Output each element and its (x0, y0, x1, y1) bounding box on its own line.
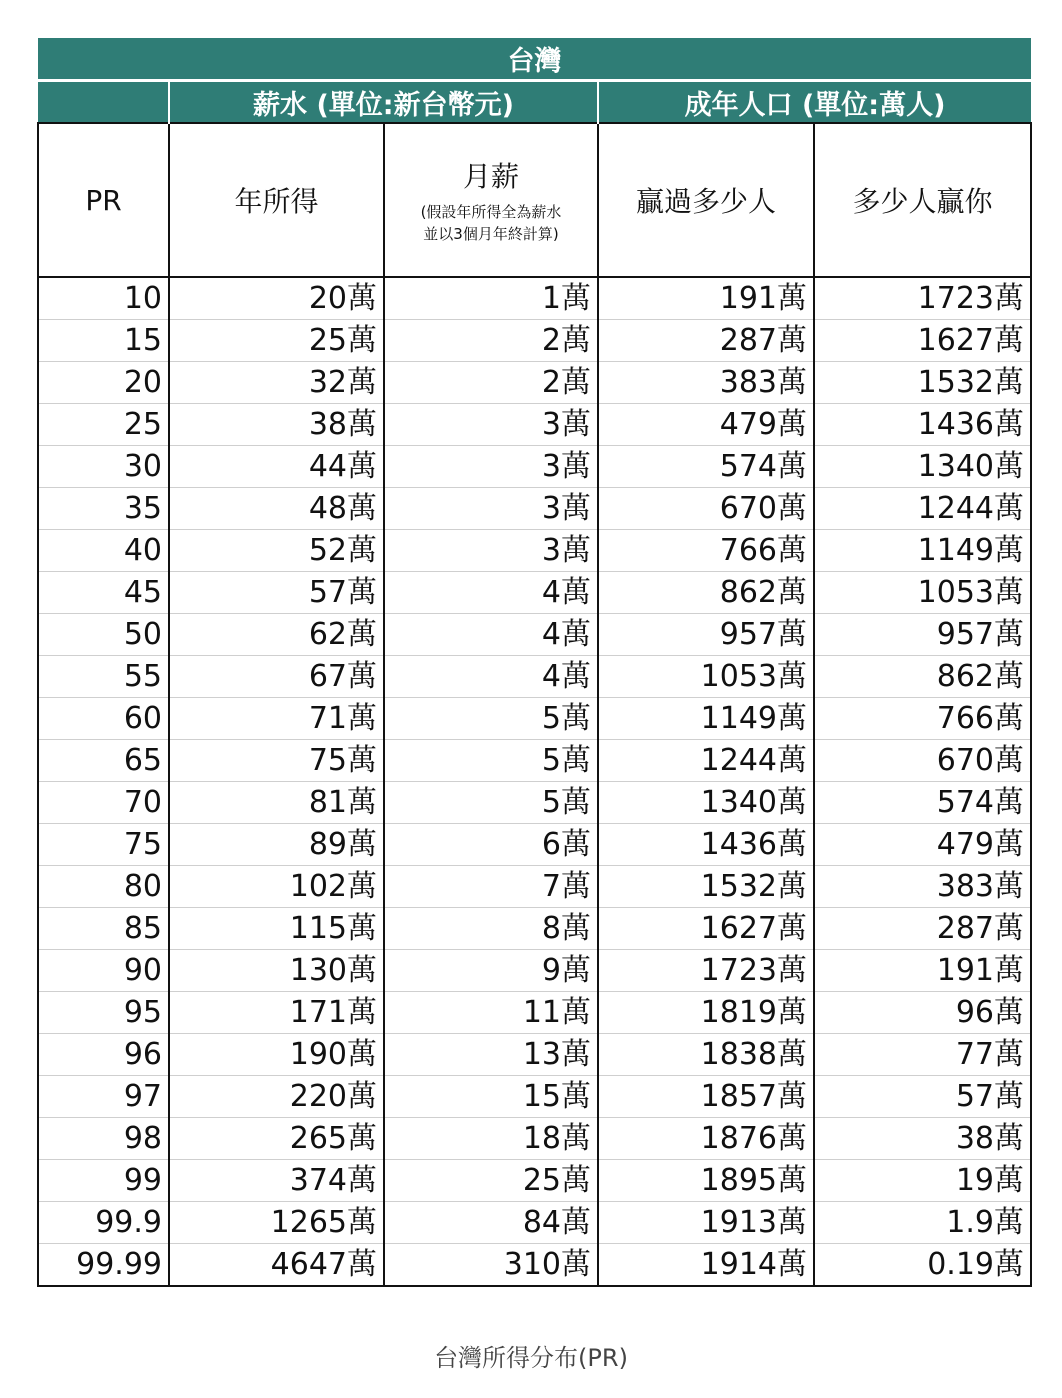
cell-beaten-by: 574萬 (814, 782, 1031, 824)
cell-monthly-salary: 310萬 (384, 1244, 598, 1287)
cell-monthly-salary: 3萬 (384, 446, 598, 488)
cell-annual-income: 38萬 (169, 404, 384, 446)
cell-monthly-salary: 3萬 (384, 488, 598, 530)
cell-beat-count: 1838萬 (598, 1034, 814, 1076)
cell-annual-income: 4647萬 (169, 1244, 384, 1287)
cell-monthly-salary: 3萬 (384, 404, 598, 446)
income-distribution-table (37, 38, 1032, 1287)
cell-beat-count: 479萬 (598, 404, 814, 446)
cell-monthly-salary: 84萬 (384, 1202, 598, 1244)
cell-annual-income: 48萬 (169, 488, 384, 530)
cell-beaten-by: 191萬 (814, 950, 1031, 992)
group-header-empty (38, 81, 169, 124)
cell-beat-count: 1819萬 (598, 992, 814, 1034)
cell-beat-count: 1532萬 (598, 866, 814, 908)
figure-caption: 台灣所得分布(PR) (434, 1344, 628, 1372)
cell-beaten-by: 77萬 (814, 1034, 1031, 1076)
table-body (38, 277, 1031, 1286)
cell-annual-income: 130萬 (169, 950, 384, 992)
cell-monthly-salary: 5萬 (384, 698, 598, 740)
table-row (38, 446, 1031, 488)
cell-annual-income: 1265萬 (169, 1202, 384, 1244)
cell-beaten-by: 96萬 (814, 992, 1031, 1034)
cell-beat-count: 1895萬 (598, 1160, 814, 1202)
column-header-beaten-by: 多少人贏你 (814, 123, 1031, 277)
cell-pr: 40 (38, 530, 169, 572)
cell-beaten-by: 957萬 (814, 614, 1031, 656)
cell-annual-income: 102萬 (169, 866, 384, 908)
cell-pr: 25 (38, 404, 169, 446)
cell-monthly-salary: 18萬 (384, 1118, 598, 1160)
title-row (38, 38, 1031, 81)
cell-beaten-by: 0.19萬 (814, 1244, 1031, 1287)
cell-beaten-by: 862萬 (814, 656, 1031, 698)
cell-annual-income: 71萬 (169, 698, 384, 740)
cell-beaten-by: 1244萬 (814, 488, 1031, 530)
column-header-beat-count: 贏過多少人 (598, 123, 814, 277)
cell-beat-count: 1876萬 (598, 1118, 814, 1160)
cell-monthly-salary: 6萬 (384, 824, 598, 866)
cell-monthly-salary: 11萬 (384, 992, 598, 1034)
table-row (38, 950, 1031, 992)
cell-beat-count: 1244萬 (598, 740, 814, 782)
table-row (38, 404, 1031, 446)
cell-annual-income: 62萬 (169, 614, 384, 656)
cell-beat-count: 287萬 (598, 320, 814, 362)
cell-pr: 99.99 (38, 1244, 169, 1287)
table-row (38, 1034, 1031, 1076)
cell-beat-count: 957萬 (598, 614, 814, 656)
table-row (38, 908, 1031, 950)
monthly-salary-label: 月薪 (462, 160, 519, 193)
table-row (38, 530, 1031, 572)
monthly-salary-note: (假設年所得全為薪水 並以3個月年終計算) (420, 203, 562, 243)
cell-beat-count: 1149萬 (598, 698, 814, 740)
table-row (38, 740, 1031, 782)
cell-beaten-by: 57萬 (814, 1076, 1031, 1118)
cell-pr: 10 (38, 277, 169, 320)
group-header-population: 成年人口 (單位:萬人) (598, 81, 1031, 124)
table-row (38, 488, 1031, 530)
cell-beat-count: 766萬 (598, 530, 814, 572)
cell-annual-income: 220萬 (169, 1076, 384, 1118)
cell-beat-count: 1436萬 (598, 824, 814, 866)
cell-beaten-by: 38萬 (814, 1118, 1031, 1160)
cell-beat-count: 1053萬 (598, 656, 814, 698)
cell-monthly-salary: 1萬 (384, 277, 598, 320)
cell-pr: 75 (38, 824, 169, 866)
cell-monthly-salary: 4萬 (384, 572, 598, 614)
cell-pr: 50 (38, 614, 169, 656)
table-row (38, 362, 1031, 404)
table-row (38, 572, 1031, 614)
cell-pr: 15 (38, 320, 169, 362)
table-row (38, 614, 1031, 656)
cell-annual-income: 67萬 (169, 656, 384, 698)
cell-monthly-salary: 13萬 (384, 1034, 598, 1076)
cell-annual-income: 44萬 (169, 446, 384, 488)
cell-pr: 55 (38, 656, 169, 698)
group-header-salary: 薪水 (單位:新台幣元) (169, 81, 598, 124)
cell-annual-income: 20萬 (169, 277, 384, 320)
column-header-annual-income: 年所得 (169, 123, 384, 277)
cell-monthly-salary: 5萬 (384, 782, 598, 824)
table-row (38, 277, 1031, 320)
cell-pr: 95 (38, 992, 169, 1034)
cell-beat-count: 1627萬 (598, 908, 814, 950)
cell-annual-income: 57萬 (169, 572, 384, 614)
cell-monthly-salary: 3萬 (384, 530, 598, 572)
cell-monthly-salary: 9萬 (384, 950, 598, 992)
cell-beaten-by: 1340萬 (814, 446, 1031, 488)
table-row (38, 824, 1031, 866)
table-row (38, 1118, 1031, 1160)
cell-annual-income: 265萬 (169, 1118, 384, 1160)
table-row (38, 320, 1031, 362)
group-header-row (38, 81, 1031, 124)
cell-annual-income: 52萬 (169, 530, 384, 572)
cell-beat-count: 862萬 (598, 572, 814, 614)
table-title: 台灣 (38, 38, 1031, 81)
cell-beat-count: 191萬 (598, 277, 814, 320)
table-row (38, 1076, 1031, 1118)
cell-monthly-salary: 15萬 (384, 1076, 598, 1118)
column-header-monthly-salary (384, 123, 598, 277)
cell-pr: 99.9 (38, 1202, 169, 1244)
cell-pr: 20 (38, 362, 169, 404)
cell-beat-count: 1857萬 (598, 1076, 814, 1118)
cell-annual-income: 374萬 (169, 1160, 384, 1202)
cell-beaten-by: 383萬 (814, 866, 1031, 908)
cell-monthly-salary: 4萬 (384, 656, 598, 698)
cell-beaten-by: 1532萬 (814, 362, 1031, 404)
cell-beaten-by: 1436萬 (814, 404, 1031, 446)
column-header-row (38, 123, 1031, 277)
cell-beaten-by: 1723萬 (814, 277, 1031, 320)
cell-beaten-by: 1149萬 (814, 530, 1031, 572)
cell-annual-income: 32萬 (169, 362, 384, 404)
column-header-pr: PR (38, 123, 169, 277)
table-row (38, 1160, 1031, 1202)
cell-pr: 65 (38, 740, 169, 782)
table-row (38, 992, 1031, 1034)
table-row (38, 698, 1031, 740)
cell-pr: 98 (38, 1118, 169, 1160)
cell-pr: 60 (38, 698, 169, 740)
cell-pr: 35 (38, 488, 169, 530)
cell-pr: 97 (38, 1076, 169, 1118)
cell-beaten-by: 1.9萬 (814, 1202, 1031, 1244)
cell-monthly-salary: 2萬 (384, 362, 598, 404)
cell-beat-count: 1913萬 (598, 1202, 814, 1244)
cell-beaten-by: 1053萬 (814, 572, 1031, 614)
cell-beaten-by: 479萬 (814, 824, 1031, 866)
cell-pr: 70 (38, 782, 169, 824)
cell-beaten-by: 287萬 (814, 908, 1031, 950)
cell-monthly-salary: 4萬 (384, 614, 598, 656)
cell-pr: 45 (38, 572, 169, 614)
cell-beat-count: 1340萬 (598, 782, 814, 824)
cell-pr: 80 (38, 866, 169, 908)
cell-annual-income: 89萬 (169, 824, 384, 866)
cell-beat-count: 383萬 (598, 362, 814, 404)
cell-annual-income: 115萬 (169, 908, 384, 950)
cell-pr: 96 (38, 1034, 169, 1076)
cell-annual-income: 75萬 (169, 740, 384, 782)
cell-monthly-salary: 7萬 (384, 866, 598, 908)
table-row (38, 866, 1031, 908)
cell-beat-count: 1914萬 (598, 1244, 814, 1287)
cell-beaten-by: 19萬 (814, 1160, 1031, 1202)
cell-pr: 99 (38, 1160, 169, 1202)
table-row (38, 656, 1031, 698)
cell-beaten-by: 766萬 (814, 698, 1031, 740)
cell-pr: 90 (38, 950, 169, 992)
cell-beaten-by: 670萬 (814, 740, 1031, 782)
cell-monthly-salary: 25萬 (384, 1160, 598, 1202)
cell-beat-count: 1723萬 (598, 950, 814, 992)
cell-beat-count: 670萬 (598, 488, 814, 530)
table-row (38, 1202, 1031, 1244)
cell-annual-income: 190萬 (169, 1034, 384, 1076)
cell-annual-income: 81萬 (169, 782, 384, 824)
cell-annual-income: 25萬 (169, 320, 384, 362)
cell-monthly-salary: 8萬 (384, 908, 598, 950)
table-row (38, 782, 1031, 824)
cell-beat-count: 574萬 (598, 446, 814, 488)
cell-pr: 30 (38, 446, 169, 488)
cell-monthly-salary: 5萬 (384, 740, 598, 782)
table-row (38, 1244, 1031, 1287)
cell-monthly-salary: 2萬 (384, 320, 598, 362)
cell-beaten-by: 1627萬 (814, 320, 1031, 362)
cell-annual-income: 171萬 (169, 992, 384, 1034)
cell-pr: 85 (38, 908, 169, 950)
